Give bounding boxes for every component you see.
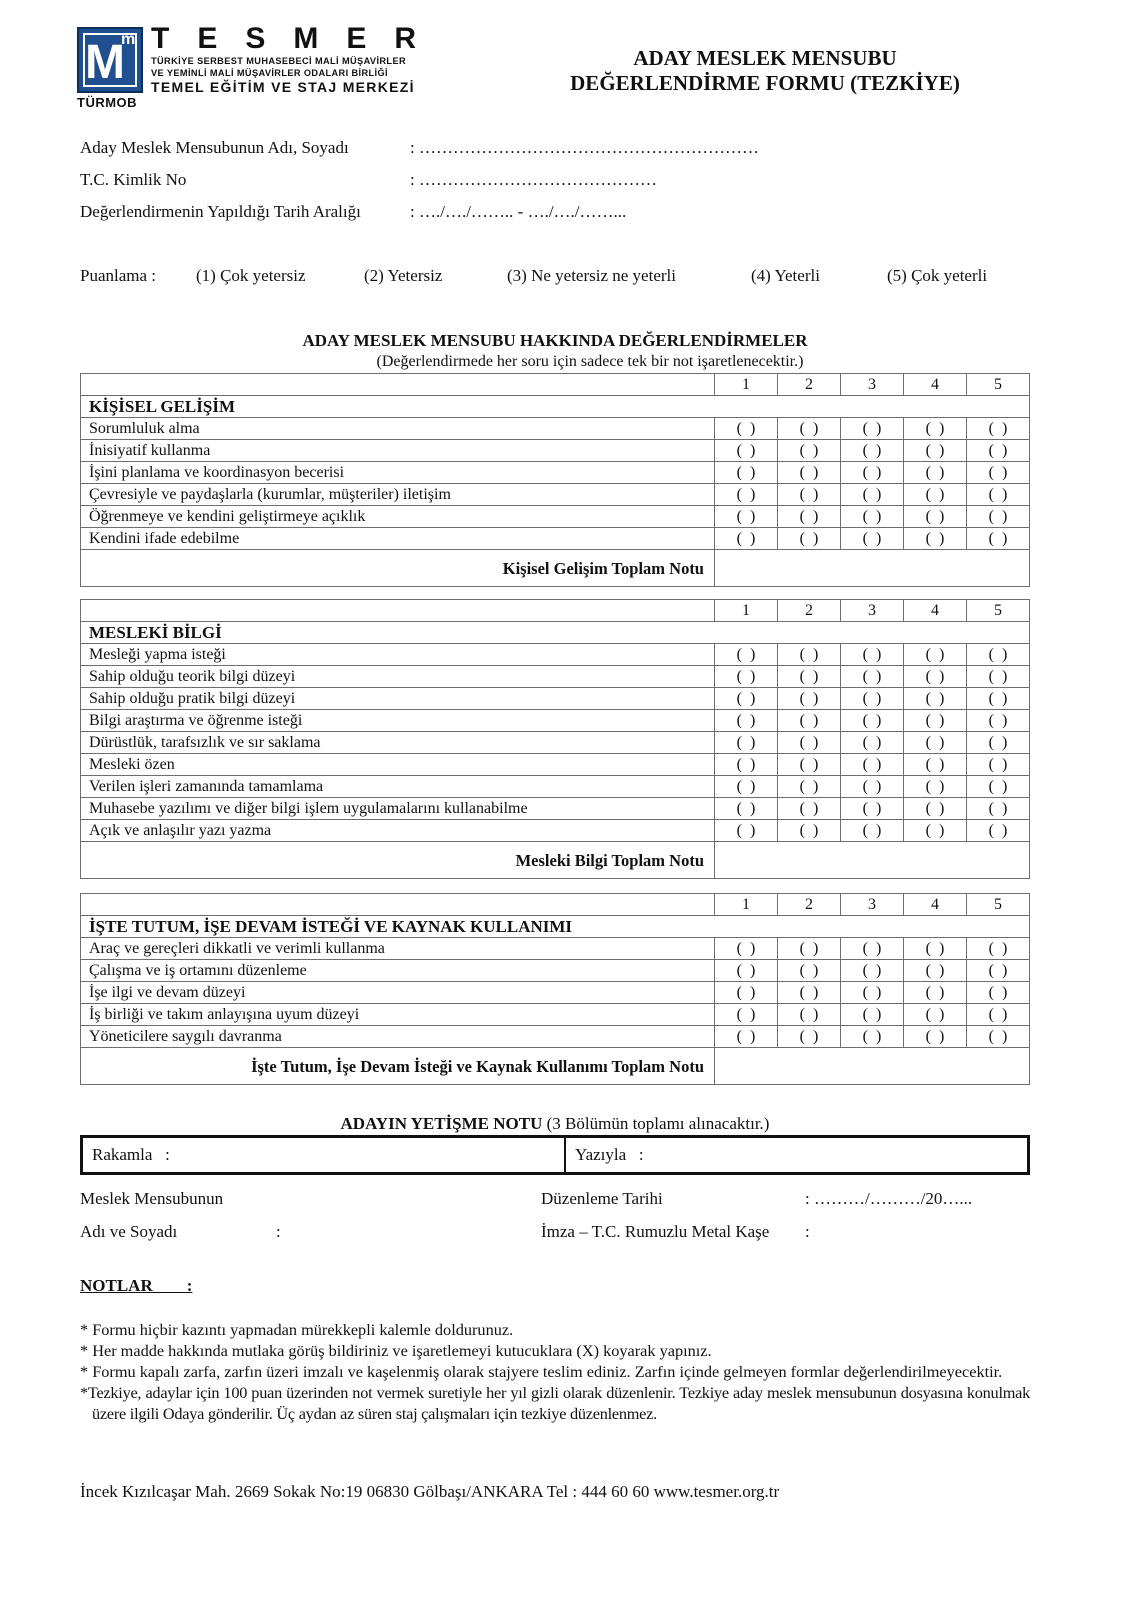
score-option-4[interactable]: ( ) [904,666,967,688]
logo-name: TESMER [151,22,445,55]
score-option-5[interactable]: ( ) [967,506,1030,528]
score-option-5[interactable]: ( ) [967,776,1030,798]
score-option-1[interactable]: ( ) [715,644,778,666]
score-option-3[interactable]: ( ) [841,754,904,776]
score-option-4[interactable]: ( ) [904,960,967,982]
evaluation-subtitle: (Değerlendirmede her soru için sadece tek bir not işaretlenecektir.) [376,353,804,370]
criterion-label: Bilgi araştırma ve öğrenme isteği [81,710,715,732]
member-name-label: Adı ve Soyadı [80,1222,178,1241]
score-option-1[interactable]: ( ) [715,754,778,776]
score-option-3[interactable]: ( ) [841,418,904,440]
scoring-level-5: (5) Çok yeterli [887,266,988,285]
score-option-1[interactable]: ( ) [715,820,778,842]
score-option-2[interactable]: ( ) [778,528,841,550]
score-option-2[interactable]: ( ) [778,754,841,776]
tesmer-logo [77,22,445,111]
score-option-2[interactable]: ( ) [778,688,841,710]
candidate-id-field[interactable]: T.C. Kimlik No : …………………………………… [80,170,657,189]
criterion-label: Çevresiyle ve paydaşlarla (kurumlar, müşteriler) iletişim [81,484,715,506]
evaluation-table-1 [80,373,1030,587]
notes-title: NOTLAR : [80,1276,193,1295]
notes-list [80,1319,1030,1424]
criterion-label: Dürüstlük, tarafsızlık ve sır saklama [81,732,715,754]
section-heading: İŞTE TUTUM, İŞE DEVAM İSTEĞİ VE KAYNAK KULLANIMI [81,916,715,938]
score-option-5[interactable]: ( ) [967,1004,1030,1026]
logo-mark: M m [77,27,143,93]
score-option-1[interactable]: ( ) [715,484,778,506]
score-option-4[interactable]: ( ) [904,440,967,462]
score-option-3[interactable]: ( ) [841,798,904,820]
score-header-row [81,894,1030,916]
score-option-2[interactable]: ( ) [778,506,841,528]
scoring-level-2: (2) Yetersiz [364,266,443,285]
criterion-label: Öğrenmeye ve kendini geliştirmeye açıklık [81,506,715,528]
section-total-field[interactable] [715,1048,1030,1085]
score-column-header: 3 [841,894,904,916]
grade-numeric-field[interactable]: Rakamla : [83,1138,566,1172]
score-option-1[interactable]: ( ) [715,938,778,960]
score-option-5[interactable]: ( ) [967,754,1030,776]
section-total-label: İşte Tutum, İşe Devam İsteği ve Kaynak Kullanımı Toplam Notu [81,1048,715,1085]
score-option-3[interactable]: ( ) [841,710,904,732]
score-option-4[interactable]: ( ) [904,710,967,732]
score-option-5[interactable]: ( ) [967,462,1030,484]
score-option-2[interactable]: ( ) [778,820,841,842]
score-option-3[interactable]: ( ) [841,960,904,982]
criterion-label: Mesleği yapma isteği [81,644,715,666]
score-option-5[interactable]: ( ) [967,1026,1030,1048]
table-row [81,644,1030,666]
score-option-4[interactable]: ( ) [904,1004,967,1026]
scoring-level-1: (1) Çok yetersiz [196,266,306,285]
score-option-3[interactable]: ( ) [841,528,904,550]
page-title: ADAY MESLEK MENSUBU DEĞERLENDİRME FORMU (TEZKİYE) [570,46,960,95]
score-column-header: 4 [904,374,967,396]
score-option-4[interactable]: ( ) [904,938,967,960]
criterion-label: Sorumluluk alma [81,418,715,440]
score-option-5[interactable]: ( ) [967,688,1030,710]
note-item: * Her madde hakkında mutlaka görüş bildiriniz ve işaretlemeyi kutucuklara (X) koyarak yapınız. [80,1341,712,1360]
table-row [81,528,1030,550]
section-total-label: Mesleki Bilgi Toplam Notu [81,842,715,879]
score-option-2[interactable]: ( ) [778,710,841,732]
score-option-1[interactable]: ( ) [715,506,778,528]
score-column-header: 3 [841,600,904,622]
table-row [81,776,1030,798]
score-option-1[interactable]: ( ) [715,710,778,732]
score-option-3[interactable]: ( ) [841,484,904,506]
score-option-4[interactable]: ( ) [904,982,967,1004]
score-option-2[interactable]: ( ) [778,666,841,688]
score-option-3[interactable]: ( ) [841,644,904,666]
score-option-2[interactable]: ( ) [778,644,841,666]
score-option-3[interactable]: ( ) [841,776,904,798]
signature-stamp-label: İmza – T.C. Rumuzlu Metal Kaşe [541,1222,770,1241]
criterion-label: Verilen işleri zamanında tamamlama [81,776,715,798]
score-option-2[interactable]: ( ) [778,776,841,798]
score-option-4[interactable]: ( ) [904,506,967,528]
score-option-4[interactable]: ( ) [904,462,967,484]
score-option-5[interactable]: ( ) [967,938,1030,960]
table-row [81,732,1030,754]
criterion-label: Çalışma ve iş ortamını düzenleme [81,960,715,982]
table-row [81,418,1030,440]
score-option-4[interactable]: ( ) [904,688,967,710]
note-item: * Formu kapalı zarfa, zarfın üzeri imzalı ve kaşelenmiş olarak stajyere teslim ediniz. Zarfın içinde gelmeyen formlar değerlendirilmeyecektir. [80,1362,1003,1381]
score-option-3[interactable]: ( ) [841,982,904,1004]
issue-date-label: Düzenleme Tarihi [541,1189,663,1208]
score-option-5[interactable]: ( ) [967,440,1030,462]
score-option-4[interactable]: ( ) [904,798,967,820]
criterion-label: Muhasebe yazılımı ve diğer bilgi işlem uygulamalarını kullanabilme [81,798,715,820]
criterion-label: Açık ve anlaşılır yazı yazma [81,820,715,842]
criterion-label: Kendini ifade edebilme [81,528,715,550]
score-option-1[interactable]: ( ) [715,688,778,710]
score-option-2[interactable]: ( ) [778,1004,841,1026]
criterion-label: Yöneticilere saygılı davranma [81,1026,715,1048]
score-column-header: 4 [904,600,967,622]
score-option-5[interactable]: ( ) [967,798,1030,820]
section-heading-row [81,396,1030,418]
score-option-4[interactable]: ( ) [904,776,967,798]
evaluation-date-range-field[interactable]: Değerlendirmenin Yapıldığı Tarih Aralığı : …./…./…….. - …./…./……... [80,202,627,221]
score-option-5[interactable]: ( ) [967,982,1030,1004]
score-option-4[interactable]: ( ) [904,820,967,842]
score-option-1[interactable]: ( ) [715,776,778,798]
score-option-5[interactable]: ( ) [967,666,1030,688]
score-column-header: 5 [967,600,1030,622]
score-option-4[interactable]: ( ) [904,528,967,550]
score-option-5[interactable]: ( ) [967,710,1030,732]
score-column-header: 2 [778,894,841,916]
score-column-header: 1 [715,600,778,622]
logo-subtitle-3: TEMEL EĞİTİM VE STAJ MERKEZİ [151,79,415,95]
final-grade-title: ADAYIN YETİŞME NOTU (3 Bölümün toplamı alınacaktır.) [340,1114,770,1133]
score-option-1[interactable]: ( ) [715,418,778,440]
score-option-4[interactable]: ( ) [904,644,967,666]
score-option-2[interactable]: ( ) [778,1026,841,1048]
score-option-3[interactable]: ( ) [841,440,904,462]
criterion-label: Sahip olduğu pratik bilgi düzeyi [81,688,715,710]
evaluation-table-3 [80,893,1030,1085]
score-option-1[interactable]: ( ) [715,798,778,820]
section-heading-row [81,622,1030,644]
issue-date-field[interactable]: : ………/………/20…... [805,1189,973,1208]
score-column-header: 5 [967,894,1030,916]
score-header-row [81,600,1030,622]
section-total-row [81,842,1030,879]
score-option-4[interactable]: ( ) [904,418,967,440]
table-row [81,440,1030,462]
score-option-5[interactable]: ( ) [967,960,1030,982]
grade-written-field[interactable]: Yazıyla : [575,1145,644,1164]
scoring-level-4: (4) Yeterli [751,266,820,285]
score-column-header: 3 [841,374,904,396]
score-option-2[interactable]: ( ) [778,938,841,960]
table-row [81,666,1030,688]
section-heading: KİŞİSEL GELİŞİM [81,396,715,418]
score-option-4[interactable]: ( ) [904,754,967,776]
score-option-1[interactable]: ( ) [715,528,778,550]
logo-turmob: TÜRMOB [77,95,138,110]
score-option-2[interactable]: ( ) [778,960,841,982]
score-option-3[interactable]: ( ) [841,506,904,528]
table-row [81,938,1030,960]
score-option-1[interactable]: ( ) [715,732,778,754]
section-total-row [81,1048,1030,1085]
score-option-5[interactable]: ( ) [967,732,1030,754]
table-row [81,754,1030,776]
score-option-1[interactable]: ( ) [715,960,778,982]
section-total-row [81,550,1030,587]
table-row [81,798,1030,820]
evaluation-table-2 [80,599,1030,879]
signature-stamp-field[interactable]: : [805,1222,810,1241]
score-option-3[interactable]: ( ) [841,938,904,960]
score-option-5[interactable]: ( ) [967,484,1030,506]
evaluation-title: ADAY MESLEK MENSUBU HAKKINDA DEĞERLENDİRMELER [302,331,808,350]
table-row [81,462,1030,484]
score-option-1[interactable]: ( ) [715,440,778,462]
criterion-label: Sahip olduğu teorik bilgi düzeyi [81,666,715,688]
table-row [81,1004,1030,1026]
score-header-row [81,374,1030,396]
score-option-5[interactable]: ( ) [967,418,1030,440]
score-option-2[interactable]: ( ) [778,418,841,440]
section-heading: MESLEKİ BİLGİ [81,622,715,644]
score-option-1[interactable]: ( ) [715,1026,778,1048]
score-option-2[interactable]: ( ) [778,798,841,820]
note-item: * Formu hiçbir kazıntı yapmadan mürekkepli kalemle doldurunuz. [80,1320,514,1339]
score-column-header: 4 [904,894,967,916]
score-option-3[interactable]: ( ) [841,732,904,754]
score-option-3[interactable]: ( ) [841,1026,904,1048]
score-option-2[interactable]: ( ) [778,440,841,462]
score-column-header: 1 [715,374,778,396]
score-option-5[interactable]: ( ) [967,820,1030,842]
score-option-3[interactable]: ( ) [841,462,904,484]
score-option-3[interactable]: ( ) [841,820,904,842]
table-row [81,820,1030,842]
score-option-1[interactable]: ( ) [715,1004,778,1026]
table-row [81,960,1030,982]
criterion-label: Mesleki özen [81,754,715,776]
table-row [81,688,1030,710]
score-column-header: 2 [778,374,841,396]
criterion-label: Araç ve gereçleri dikkatli ve verimli kullanma [81,938,715,960]
score-option-3[interactable]: ( ) [841,1004,904,1026]
member-name-field[interactable]: : [276,1222,281,1241]
table-row [81,710,1030,732]
criterion-label: İş birliği ve takım anlayışına uyum düzeyi [81,1004,715,1026]
table-row [81,484,1030,506]
score-option-4[interactable]: ( ) [904,484,967,506]
scoring-level-3: (3) Ne yetersiz ne yeterli [507,266,676,285]
score-column-header: 5 [967,374,1030,396]
scoring-legend: Puanlama : (1) Çok yetersiz (2) Yetersiz (3) Ne yetersiz ne yeterli (4) Yeterli (5) Çok yeterli [80,266,988,285]
score-option-2[interactable]: ( ) [778,732,841,754]
score-option-2[interactable]: ( ) [778,484,841,506]
section-total-field[interactable] [715,842,1030,879]
score-option-2[interactable]: ( ) [778,982,841,1004]
table-row [81,982,1030,1004]
score-option-4[interactable]: ( ) [904,1026,967,1048]
criterion-label: İnisiyatif kullanma [81,440,715,462]
score-option-2[interactable]: ( ) [778,462,841,484]
logo-subtitle-2: VE YEMİNLİ MALİ MÜŞAVİRLER ODALARI BİRLİĞİ [151,68,388,78]
score-option-5[interactable]: ( ) [967,644,1030,666]
score-option-1[interactable]: ( ) [715,982,778,1004]
candidate-name-field[interactable]: Aday Meslek Mensubunun Adı, Soyadı : …………………………………………………… [80,138,759,157]
score-option-1[interactable]: ( ) [715,666,778,688]
score-option-3[interactable]: ( ) [841,666,904,688]
score-option-5[interactable]: ( ) [967,528,1030,550]
score-option-3[interactable]: ( ) [841,688,904,710]
final-grade-box [80,1135,1030,1175]
table-row [81,1026,1030,1048]
score-column-header: 1 [715,894,778,916]
criterion-label: İşe ilgi ve devam düzeyi [81,982,715,1004]
section-total-label: Kişisel Gelişim Toplam Notu [81,550,715,587]
score-option-1[interactable]: ( ) [715,462,778,484]
member-label: Meslek Mensubunun [80,1189,224,1208]
note-item: *Tezkiye, adaylar için 100 puan üzerinden not vermek suretiyle her yıl gizli olarak düzenlenir. Tezkiye aday meslek mensubunun dosyasına konulmak üzere ilgili Odaya gönderilir. Üç aydan az süren staj çalışmaları için tezkiye düzenlenmez. [80,1383,1030,1423]
logo-subtitle-1: TÜRKİYE SERBEST MUHASEBECİ MALİ MÜŞAVİRLER [151,56,407,66]
score-column-header: 2 [778,600,841,622]
section-total-field[interactable] [715,550,1030,587]
criterion-label: İşini planlama ve koordinasyon becerisi [81,462,715,484]
table-row [81,506,1030,528]
footer-address: İncek Kızılcaşar Mah. 2669 Sokak No:19 06830 Gölbaşı/ANKARA Tel : 444 60 60 www.tesmer.org.tr [80,1482,780,1501]
section-heading-row [81,916,1030,938]
score-option-4[interactable]: ( ) [904,732,967,754]
